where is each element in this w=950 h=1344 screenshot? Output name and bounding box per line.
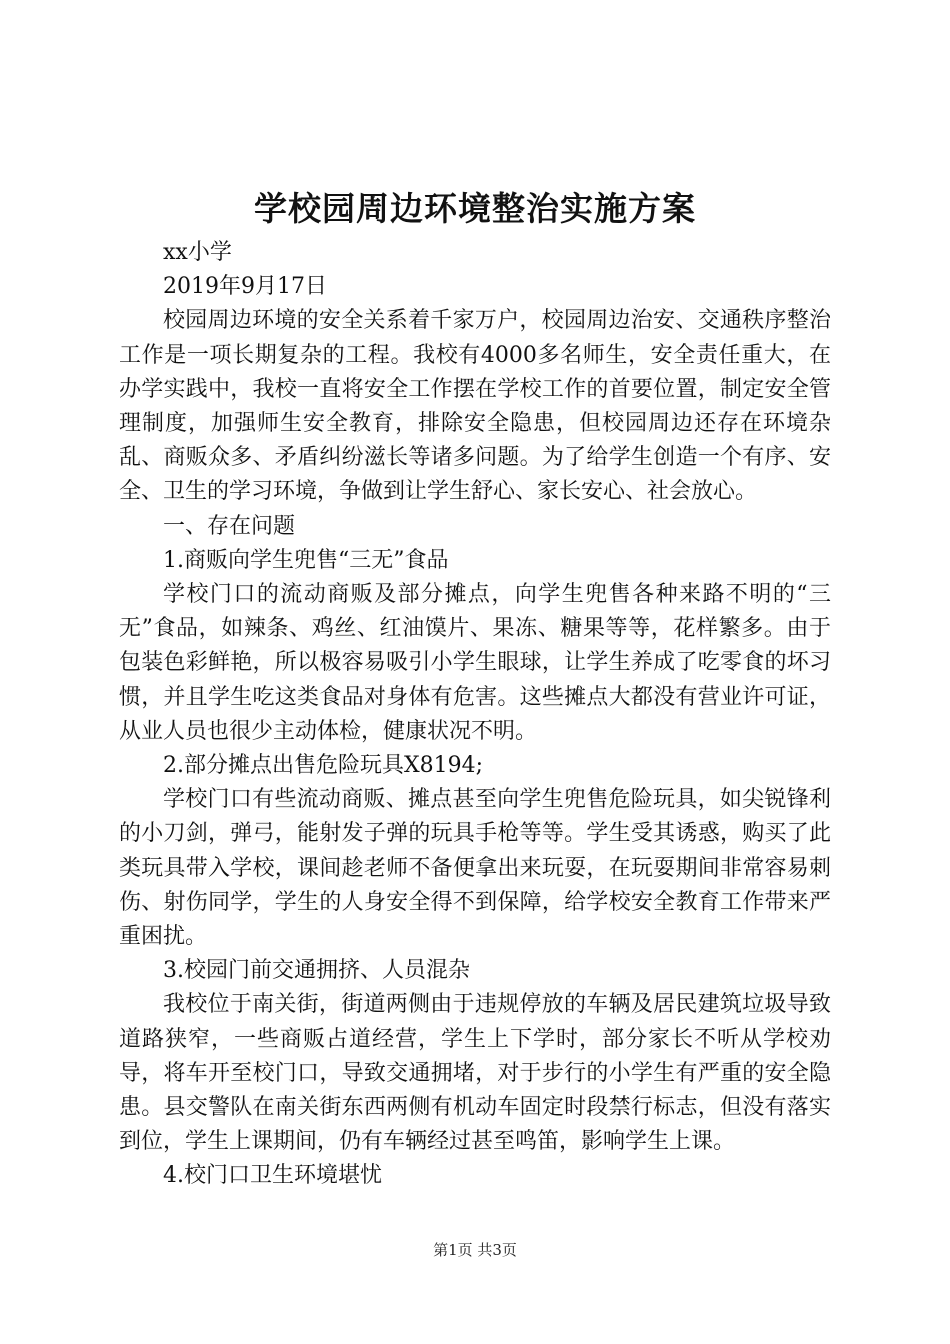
intro-paragraph: 校园周边环境的安全关系着千家万户，校园周边治安、交通秩序整治工作是一项长期复杂的工程。我校有4000多名师生，安全责任重大，在办学实践中，我校一直将安全工作摆在学校工作的首要位置，制定安全管理制度，加强师生安全教育，排除安全隐患，但校园周边还存在环境杂乱、商贩众多、矛盾纠纷滋长等诸多问题。为了给学生创造一个有序、安全、卫生的学习环境，争做到让学生舒心、家长安心、社会放心。 — [119, 308, 831, 505]
body-paragraph: 学校门口的流动商贩及部分摊点，向学生兜售各种来路不明的“三无”食品，如辣条、鸡丝、红油馍片、果冻、糖果等等，花样繁多。由于包装色彩鲜艳，所以极容易吸引小学生眼球，让学生养成了吃零食的坏习惯，并且学生吃这类食品对身体有危害。这些摊点大都没有营业许可证，从业人员也很少主动体检，健康状况不明。 — [119, 582, 831, 744]
school-name: xx小学 — [163, 240, 232, 265]
section-heading: 一、存在问题 — [163, 513, 296, 539]
subsection-heading: 2.部分摊点出售危险玩具X8194; — [163, 753, 484, 779]
document-body — [119, 236, 831, 1194]
body-paragraph: 学校门口有些流动商贩、摊点甚至向学生兜售危险玩具，如尖锐锋利的小刀剑，弹弓，能射发子弹的玩具手枪等等。学生受其诱惑，购买了此类玩具带入学校，课间趁老师不备便拿出来玩耍，在玩耍期间非常容易刺伤、射伤同学，学生的人身安全得不到保障，给学校安全教育工作带来严重困扰。 — [119, 787, 831, 950]
subsection-heading: 1.商贩向学生兜售“三无”食品 — [163, 547, 449, 573]
subsection-heading: 4.校门口卫生环境堪忧 — [163, 1163, 382, 1189]
document-title: 学校园周边环境整治实施方案 — [254, 189, 696, 228]
body-paragraph: 我校位于南关街，街道两侧由于违规停放的车辆及居民建筑垃圾导致道路狭窄，一些商贩占道经营，学生上下学时，部分家长不听从学校劝导，将车开至校门口，导致交通拥堵，对于步行的小学生有严重的安全隐患。县交警队在南关街东西两侧有机动车固定时段禁行标志，但没有落实到位，学生上课期间，仍有车辆经过甚至鸣笛，影响学生上课。 — [119, 992, 831, 1155]
document-date: 2019年9月17日 — [163, 274, 327, 300]
page-footer: 第1页 共3页 — [433, 1241, 517, 1259]
subsection-heading: 3.校园门前交通拥挤、人员混杂 — [163, 958, 470, 984]
